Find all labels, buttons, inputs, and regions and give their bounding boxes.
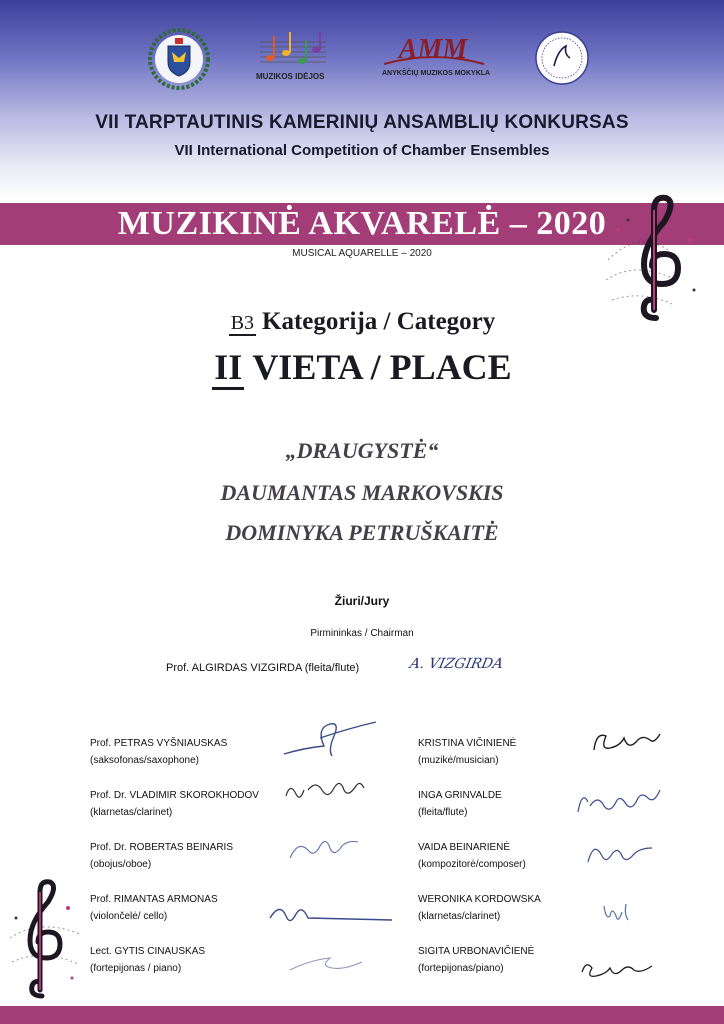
category-label: Kategorija / Category — [262, 308, 496, 335]
place-line — [0, 346, 724, 388]
jury-member-name: INGA GRINVALDE — [418, 790, 502, 801]
signature-image — [572, 786, 672, 818]
ensemble-name: „DRAUGYSTĖ“ — [285, 438, 439, 463]
jury-member-name: SIGITA URBONAVIČIENĖ — [418, 946, 535, 957]
signature-image — [282, 776, 372, 806]
jury-member — [90, 891, 218, 925]
jury-member-name: Lect. GYTIS CINAUSKAS — [90, 946, 206, 957]
round-seal-icon — [532, 28, 592, 88]
music-school-logo — [374, 28, 492, 90]
chairman-name: Prof. ALGIRDAS VIZGIRDA (fleita/flute) — [166, 662, 360, 674]
music-school-logo-text: AMM — [398, 34, 468, 65]
jury-member-name: KRISTINA VIČINIENĖ — [418, 738, 517, 749]
signature-image — [582, 838, 662, 870]
bottom-bar — [0, 1006, 724, 1024]
jury-member-name: Prof. PETRAS VYŠNIAUSKAS — [90, 738, 228, 749]
jury-member-name: WERONIKA KORDOWSKA — [418, 894, 541, 905]
jury-member-name: Prof. Dr. ROBERTAS BEINARIS — [90, 842, 233, 853]
competition-title-lt: VII TARPTAUTINIS KAMERINIŲ ANSAMBLIŲ KONKURSAS — [95, 112, 629, 133]
signature-image — [286, 950, 366, 980]
category-code: B3 — [230, 312, 255, 334]
chairman-label: Pirmininkas / Chairman — [310, 628, 414, 639]
logos-row — [0, 28, 724, 98]
chairman-signature: A. VIZGIRDA — [408, 656, 505, 672]
banner-title: MUZIKINĖ AKVARELĖ – 2020 — [117, 205, 607, 242]
place-number: II — [212, 347, 244, 390]
signature-image — [576, 954, 656, 982]
jury-member-name: Prof. RIMANTAS ARMONAS — [90, 894, 218, 905]
competition-title-en: VII International Competition of Chamber Ensembles — [174, 142, 550, 159]
jury-member-role: (klarnetas/clarinet) — [90, 807, 173, 818]
muzikos-idejos-label: MUZIKOS IDĖJOS — [256, 72, 325, 81]
jury-member — [90, 839, 233, 873]
jury-member-role: (obojus/oboe) — [90, 859, 152, 870]
treble-clef-icon — [6, 878, 86, 1008]
performer-name-2: DOMINYKA PETRUŠKAITĖ — [225, 520, 499, 545]
signature-image — [286, 836, 366, 868]
jury-member-role: (muzikė/musician) — [418, 755, 499, 766]
jury-member — [418, 735, 516, 769]
jury-member-role: (klarnetas/clarinet) — [418, 911, 501, 922]
jury-member-role: (saksofonas/saxophone) — [90, 755, 199, 766]
signature-image — [280, 718, 380, 762]
jury-member-role: (violončelė/ cello) — [90, 911, 168, 922]
music-school-label: ANYKŠČIŲ MUZIKOS MOKYKLA — [382, 70, 491, 77]
jury-member-role: (fortepijonas/piano) — [418, 963, 504, 974]
jury-heading: Žiuri/Jury — [334, 594, 390, 608]
jury-member-role: (fleita/flute) — [418, 807, 468, 818]
jury-member-role: (fortepijonas / piano) — [90, 963, 182, 974]
coat-of-arms-icon — [148, 28, 210, 90]
jury-member — [90, 735, 227, 769]
performer-name-1: DAUMANTAS MARKOVSKIS — [220, 480, 504, 505]
jury-member — [418, 943, 534, 977]
jury-member — [90, 943, 205, 977]
jury-member-name: VAIDA BEINARIENĖ — [418, 842, 511, 853]
signature-image — [598, 900, 638, 928]
category-line — [0, 308, 724, 336]
signature-image — [266, 900, 396, 930]
muzikos-idejos-logo — [252, 28, 332, 90]
banner-subtitle: MUSICAL AQUARELLE – 2020 — [292, 248, 432, 259]
jury-member — [90, 787, 259, 821]
jury-member-name: Prof. Dr. VLADIMIR SKOROKHODOV — [90, 790, 259, 801]
signature-image — [588, 726, 668, 760]
jury-member — [418, 891, 541, 925]
place-label: VIETA / PLACE — [252, 347, 512, 387]
jury-member — [418, 839, 526, 873]
jury-member-role: (kompozitorė/composer) — [418, 859, 526, 870]
jury-member — [418, 787, 502, 821]
